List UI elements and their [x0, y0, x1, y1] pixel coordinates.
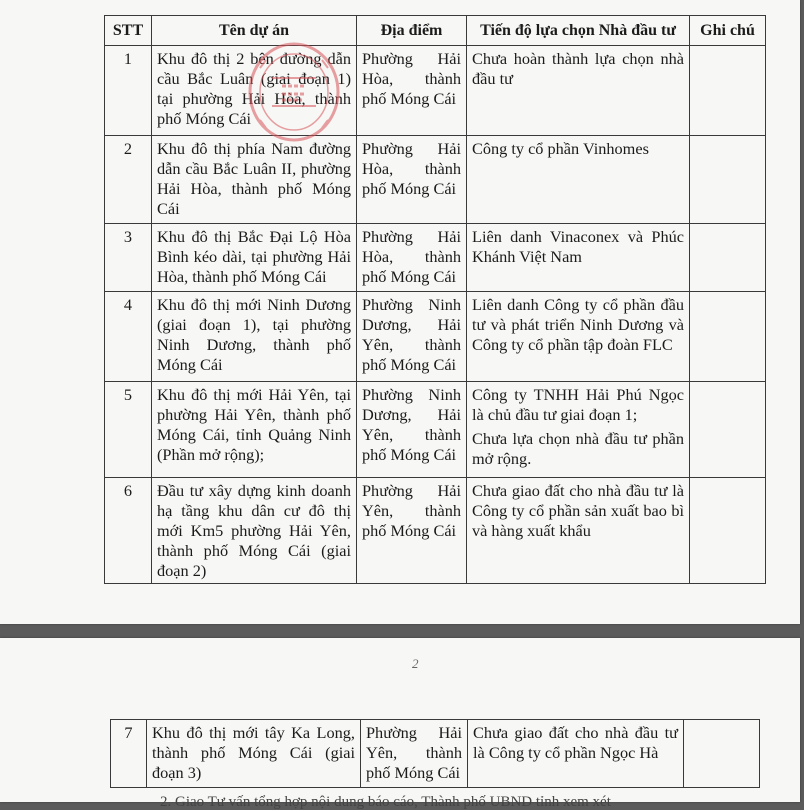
table-row [105, 382, 766, 478]
row-investor-progress [467, 382, 690, 478]
row-stt: 5 [105, 382, 152, 478]
page-number: 2 [412, 656, 419, 671]
row-stt: 6 [105, 478, 152, 584]
row-project-name: Khu đô thị 2 bên đường dẫn cầu Bắc Luân (giai đoạn 1) tại phường Hải Hòa, thành phố Móng Cái [152, 46, 357, 136]
row-stt: 2 [105, 136, 152, 224]
row-notes [690, 46, 766, 136]
row-stt: 4 [105, 292, 152, 382]
investor-progress-table-continued [110, 719, 760, 788]
table-header-row [105, 16, 766, 46]
row-location: Phường Hải Hòa, thành phố Móng Cái [357, 46, 467, 136]
progress-paragraph: Chưa lựa chọn nhà đầu tư phần mở rộng. [472, 429, 684, 468]
row-project-name: Khu đô thị mới tây Ka Long, thành phố Móng Cái (giai đoạn 3) [147, 720, 361, 788]
row-investor-progress: Chưa giao đất cho nhà đầu tư là Công ty cổ phần sản xuất bao bì và hàng xuất khẩu [467, 478, 690, 584]
header-notes: Ghi chú [690, 16, 766, 46]
row-investor-progress: Công ty cổ phần Vinhomes [467, 136, 690, 224]
investor-progress-table [104, 15, 766, 584]
row-investor-progress: Liên danh Công ty cổ phần đầu tư và phát triển Ninh Dương và Công ty cổ phần tập đoàn FLC [467, 292, 690, 382]
row-project-name: Khu đô thị phía Nam đường dẫn cầu Bắc Luân II, phường Hải Hòa, thành phố Móng Cái [152, 136, 357, 224]
row-project-name: Khu đô thị mới Hải Yên, tại phường Hải Yên, thành phố Móng Cái, tỉnh Quảng Ninh (Phần mở rộng); [152, 382, 357, 478]
header-investor-progress: Tiến độ lựa chọn Nhà đầu tư [467, 16, 690, 46]
row-location: Phường Hải Hòa, thành phố Móng Cái [357, 136, 467, 224]
table-row [105, 46, 766, 136]
row-investor-progress: Chưa hoàn thành lựa chọn nhà đầu tư [467, 46, 690, 136]
row-location: Phường Ninh Dương, Hải Yên, thành phố Móng Cái [357, 382, 467, 478]
table-row [105, 224, 766, 292]
row-location: Phường Hải Hòa, thành phố Móng Cái [357, 224, 467, 292]
row-notes [690, 382, 766, 478]
document-page-2 [0, 638, 800, 810]
table-row [105, 478, 766, 584]
row-stt: 1 [105, 46, 152, 136]
row-investor-progress: Chưa giao đất cho nhà đầu tư là Công ty cổ phần Ngọc Hà [468, 720, 684, 788]
row-location: Phường Hải Yên, thành phố Móng Cái [361, 720, 468, 788]
header-project-name: Tên dự án [152, 16, 357, 46]
row-notes [684, 720, 760, 788]
table-row [105, 292, 766, 382]
header-stt: STT [105, 16, 152, 46]
table-row [105, 136, 766, 224]
row-project-name: Đầu tư xây dựng kinh doanh hạ tầng khu dân cư đô thị mới Km5 phường Hải Yên, thành phố Móng Cái (giai đoạn 2) [152, 478, 357, 584]
progress-paragraph: Công ty TNHH Hải Phú Ngọc là chủ đầu tư giai đoạn 1; [472, 385, 684, 424]
row-notes [690, 136, 766, 224]
row-notes [690, 478, 766, 584]
row-investor-progress: Liên danh Vinaconex và Phúc Khánh Việt Nam [467, 224, 690, 292]
cut-off-paragraph: 2. Giao Tư vấn tổng hợp nội dung báo cáo, Thành phố UBND tỉnh xem xét [160, 794, 611, 810]
row-project-name: Khu đô thị Bắc Đại Lộ Hòa Bình kéo dài, tại phường Hải Hòa, thành phố Móng Cái [152, 224, 357, 292]
table-row [111, 720, 760, 788]
header-location: Địa điểm [357, 16, 467, 46]
row-notes [690, 224, 766, 292]
row-stt: 3 [105, 224, 152, 292]
row-stt: 7 [111, 720, 147, 788]
row-project-name: Khu đô thị mới Ninh Dương (giai đoạn 1), tại phường Ninh Dương, thành phố Móng Cái [152, 292, 357, 382]
row-notes [690, 292, 766, 382]
row-location: Phường Ninh Dương, Hải Yên, thành phố Móng Cái [357, 292, 467, 382]
row-location: Phường Hải Yên, thành phố Móng Cái [357, 478, 467, 584]
